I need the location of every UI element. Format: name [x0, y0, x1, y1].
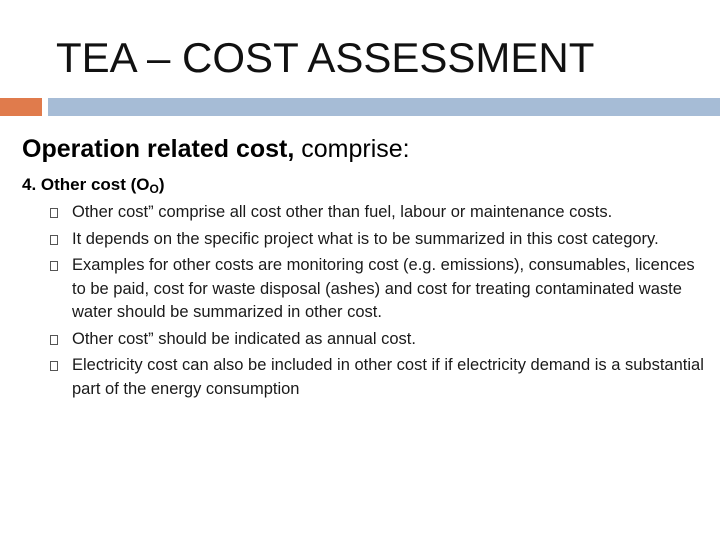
- section-label-suffix: ): [158, 175, 165, 194]
- section-label-prefix: 4. Other cost (O: [22, 175, 150, 194]
- bullet-text: Other cost” should be indicated as annual cost.: [72, 329, 416, 348]
- checkbox-icon: [50, 261, 58, 271]
- subheading: [22, 133, 410, 165]
- checkbox-icon: [50, 335, 58, 345]
- header-divider-bar: [48, 98, 720, 116]
- bullet-item: [48, 328, 708, 352]
- accent-bar: [0, 98, 42, 116]
- section-label: [22, 174, 165, 200]
- bullet-text: It depends on the specific project what is to be summarized in this cost category.: [72, 229, 659, 248]
- checkbox-icon: [50, 361, 58, 371]
- checkbox-icon: [50, 208, 58, 218]
- bullet-item: [48, 354, 708, 401]
- bullet-text: Examples for other costs are monitoring cost (e.g. emissions), consumables, licences to be paid, cost for waste disposal (ashes) and cost for treating contaminated waste water should be summarized in other cost.: [72, 256, 695, 321]
- section-label-subscript: O: [149, 182, 159, 196]
- bullet-text: Other cost” comprise all cost other than fuel, labour or maintenance costs.: [72, 203, 613, 221]
- bullet-text: Electricity cost can also be included in other cost if if electricity demand is a substantial part of the energy consumption: [72, 356, 704, 398]
- slide-title: TEA – COST ASSESSMENT: [56, 34, 595, 81]
- bullet-list: [48, 201, 708, 404]
- subheading-bold: Operation related cost,: [22, 135, 295, 163]
- bullet-item: [48, 254, 708, 325]
- bullet-item: [48, 201, 708, 225]
- checkbox-icon: [50, 235, 58, 245]
- subheading-rest: comprise:: [294, 135, 410, 163]
- bullet-item: [48, 228, 708, 252]
